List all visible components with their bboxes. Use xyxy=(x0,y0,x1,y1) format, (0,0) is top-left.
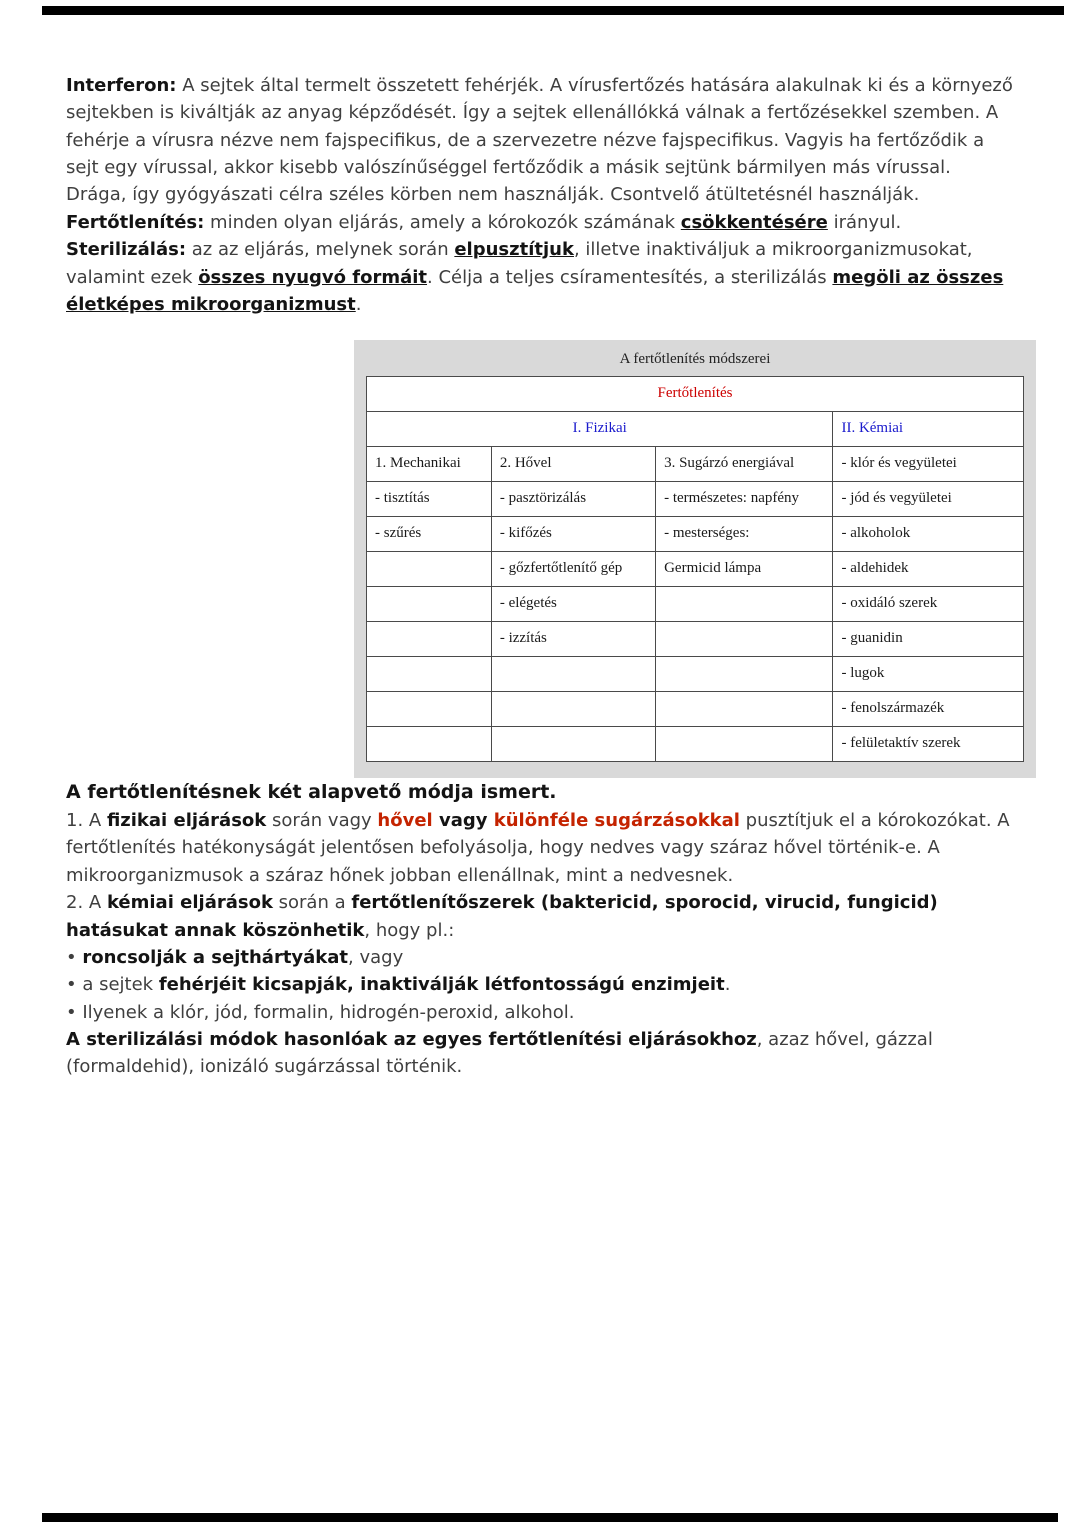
sterilization-text-3: . Célja a teljes csíramentesítés, a sterilizálás xyxy=(427,266,833,288)
interferon-body: A sejtek által termelt összetett fehérjék. A vírusfertőzés hatására alakulnak ki és a környező sejtekben is kiváltják az anyag képződését. Így a sejtek ellenállókká válnak a fertőzésekkel szemben. A fehérje a vírusra nézve nem fajspecifikus, de a szervezetre nézve fajspecifikus. Vagyis ha fertőződik a sejt egy vírussal, akkor kisebb valószínűséggel fertőződik a másik sejtünk bármilyen más vírussal. xyxy=(66,75,1013,179)
table-row xyxy=(367,587,1024,622)
table-cell xyxy=(367,622,492,657)
table-cell: Germicid lámpa xyxy=(656,552,833,587)
table-cell: - lugok xyxy=(833,657,1024,692)
sterilization-label: Sterilizálás: xyxy=(66,239,187,261)
table-row xyxy=(367,692,1024,727)
table-cell: - szűrés xyxy=(367,517,492,552)
sterilization-definition xyxy=(66,236,1014,318)
table-cell xyxy=(656,622,833,657)
disinfection-text-2: irányul. xyxy=(827,211,902,233)
physical-text-3: pusztítjuk el a kórokozókat. A fertőtlenítés hatékonyságát jelentősen befolyásolja, hogy nedves vagy száraz hővel történik-e. A mikroorganizmusok a száraz hőnek jobban ellenállnak, mint a nedvesnek. xyxy=(66,810,1010,886)
interferon-note-text: Drága, így gyógyászati célra széles körben nem használják. Csontvelő átültetésnél használják. xyxy=(66,184,920,206)
table-cell xyxy=(367,657,492,692)
disinfection-underline-1: csökkentésére xyxy=(680,211,828,233)
table-cell: - kifőzés xyxy=(491,517,655,552)
table-col-header-row xyxy=(367,447,1024,482)
table-cell xyxy=(367,692,492,727)
chemical-text-2: során a xyxy=(272,892,352,914)
table-cell xyxy=(367,587,492,622)
table-cell: - mesterséges: xyxy=(656,517,833,552)
chemical-bold-2: fertőtlenítőszerek (baktericid, sporocid, virucid, fungicid) xyxy=(351,892,938,914)
bullet-1-post: , vagy xyxy=(348,946,404,968)
bullet-2-post: . xyxy=(724,974,731,996)
interferon-note xyxy=(66,181,1014,208)
table-cell: - jód és vegyületei xyxy=(833,482,1024,517)
sterilization-underline-3: megöli az összes életképes mikroorganizmust xyxy=(66,266,1004,315)
table-cell xyxy=(491,657,655,692)
bullet-2-pre: • a sejtek xyxy=(66,974,159,996)
document-content xyxy=(66,72,1014,1081)
disinfection-methods-table-panel xyxy=(354,340,1036,778)
physical-bold-2: vagy xyxy=(432,810,494,832)
physical-text-2: során vagy xyxy=(266,810,378,832)
chemical-text-4: , hogy pl.: xyxy=(364,919,455,941)
bullet-item xyxy=(66,999,1014,1026)
sterilization-text-1: az az eljárás, melynek során xyxy=(186,239,455,261)
chemical-bold-1: kémiai eljárások xyxy=(106,892,273,914)
table-cell: - guanidin xyxy=(833,622,1024,657)
table-caption: A fertőtlenítés módszerei xyxy=(619,351,771,368)
physical-group-header: I. Fizikai xyxy=(367,412,833,447)
physical-red-radiation: különféle sugárzásokkal xyxy=(493,810,740,832)
sterilization-underline-2: összes nyugvó formáit xyxy=(198,266,428,288)
final-bold: A sterilizálási módok hasonlóak az egyes fertőtlenítési eljárásokhoz xyxy=(66,1028,757,1050)
sterilization-modes-paragraph xyxy=(66,1026,1014,1081)
table-cell xyxy=(367,552,492,587)
page-bottom-edge xyxy=(42,1513,1058,1522)
table-title-cell: Fertőtlenítés xyxy=(367,377,1024,412)
table-group-row xyxy=(367,412,1024,447)
table-cell: - fenolszármazék xyxy=(833,692,1024,727)
table-cell xyxy=(656,587,833,622)
physical-text-1: 1. A xyxy=(66,810,107,832)
table-cell: - természetes: napfény xyxy=(656,482,833,517)
table-title-row xyxy=(367,377,1024,412)
interferon-label: Interferon: xyxy=(66,75,177,96)
chemical-text-1: 2. A xyxy=(66,892,107,914)
sterilization-underline-1: elpusztítjuk xyxy=(454,239,574,261)
col-header-radiation: 3. Sugárzó energiával xyxy=(656,447,833,482)
table-cell xyxy=(367,727,492,762)
table-row xyxy=(367,622,1024,657)
table-cell xyxy=(656,657,833,692)
page-top-edge xyxy=(42,6,1064,15)
table-row xyxy=(367,727,1024,762)
table-cell xyxy=(491,692,655,727)
col-header-mechanical: 1. Mechanikai xyxy=(367,447,492,482)
physical-red-heat: hővel xyxy=(377,810,433,832)
table-cell: - oxidáló szerek xyxy=(833,587,1024,622)
physical-bold-1: fizikai eljárások xyxy=(106,810,267,832)
table-cell xyxy=(656,692,833,727)
table-cell xyxy=(656,727,833,762)
chemical-group-header: II. Kémiai xyxy=(833,412,1024,447)
bullet-item xyxy=(66,971,1014,998)
bullet-item xyxy=(66,944,1014,971)
disinfection-definition xyxy=(66,209,1014,236)
table-row xyxy=(367,552,1024,587)
sterilization-text-4: . xyxy=(355,293,362,315)
disinfection-table xyxy=(366,376,1024,762)
table-cell: - izzítás xyxy=(491,622,655,657)
disinfection-label: Fertőtlenítés: xyxy=(66,211,205,233)
table-cell: - gőzfertőtlenítő gép xyxy=(491,552,655,587)
table-row xyxy=(367,517,1024,552)
table-cell: - tisztítás xyxy=(367,482,492,517)
two-methods-heading: A fertőtlenítésnek két alapvető módja ismert. xyxy=(66,781,557,804)
final-text: , azaz hővel, gázzal (formaldehid), ionizáló sugárzással történik. xyxy=(66,1028,933,1078)
disinfection-text-1: minden olyan eljárás, amely a kórokozók számának xyxy=(204,211,681,233)
table-cell: - elégetés xyxy=(491,587,655,622)
bullet-1-bold: roncsolják a sejthártyákat xyxy=(82,946,349,968)
bullet-3-text: • Ilyenek a klór, jód, formalin, hidrogén-peroxid, alkohol. xyxy=(66,1001,575,1023)
sterilization-text-2: , illetve inaktiváljuk a mikroorganizmusokat, valamint ezek xyxy=(66,239,973,288)
col-header-chlorine: - klór és vegyületei xyxy=(833,447,1024,482)
chemical-methods-paragraph xyxy=(66,889,1014,944)
chemical-bold-3: hatásukat annak köszönhetik xyxy=(66,919,365,941)
table-row xyxy=(367,482,1024,517)
table-cell: - felületaktív szerek xyxy=(833,727,1024,762)
interferon-paragraph xyxy=(66,72,1014,181)
physical-methods-paragraph xyxy=(66,807,1014,889)
table-cell: - alkoholok xyxy=(833,517,1024,552)
table-cell xyxy=(491,727,655,762)
table-cell: - aldehidek xyxy=(833,552,1024,587)
table-row xyxy=(367,657,1024,692)
bullet-2-bold: fehérjéit kicsapják, inaktiválják létfontosságú enzimjeit xyxy=(158,974,725,996)
bullet-1-pre: • xyxy=(66,946,83,968)
col-header-heat: 2. Hővel xyxy=(491,447,655,482)
table-cell: - pasztörizálás xyxy=(491,482,655,517)
